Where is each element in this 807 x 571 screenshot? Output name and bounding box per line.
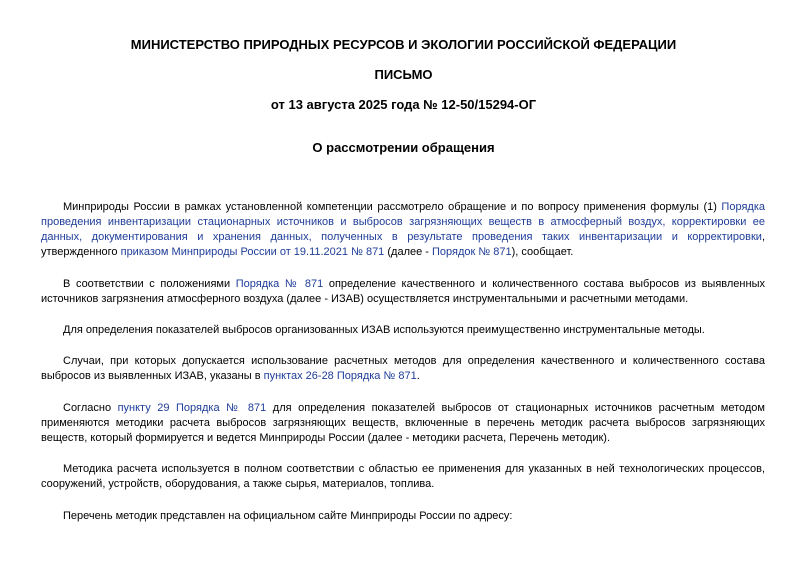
paragraph-text: определение качественного и количественного состава выбросов из выявленных источников загрязнения атмосферного воздуха (далее - ИЗАВ) осуществляется инструментальными и расчетными методами. [41, 278, 765, 305]
paragraph-text: Перечень методик представлен на официальном сайте Минприроды России по адресу: [63, 510, 513, 522]
paragraph-4 [41, 354, 765, 384]
paragraph-text: , утвержденного [41, 231, 765, 258]
paragraph-text: Случаи, при которых допускается использование расчетных методов для определения качественного и количественного состава выбросов из выявленных ИЗАВ, указаны в [41, 355, 765, 382]
paragraph-7 [41, 509, 765, 524]
paragraph-text: (далее - [384, 246, 432, 258]
paragraph-text: Для определения показателей выбросов организованных ИЗАВ используются преимущественно инструментальные методы. [63, 324, 705, 336]
paragraph-6 [41, 462, 765, 492]
link-procedure-871[interactable]: Порядок № 871 [432, 246, 512, 258]
paragraph-2 [41, 277, 765, 307]
document-date-number: от 13 августа 2025 года № 12-50/15294-ОГ [270, 97, 537, 112]
paragraph-text: Минприроды России в рамках установленной компетенции рассмотрело обращение и по вопросу применения формулы (1) [63, 201, 722, 213]
document-type: ПИСЬМО [374, 67, 433, 82]
link-procedure-871[interactable]: Порядка № 871 [235, 278, 324, 290]
link-point-29[interactable]: пункту 29 Порядка № 871 [117, 402, 267, 414]
link-order-871[interactable]: приказом Минприроды России от 19.11.2021 № 871 [120, 246, 385, 258]
paragraph-text: для определения показателей выбросов от стационарных источников расчетным методом применяются методики расчета выбросов загрязняющих веществ, включенные в перечень методик расчета выбросов загрязняющих веществ, который формируется и ведется Минприроды России (далее - методики расчета, Перечень методик). [41, 402, 765, 444]
link-inventory-procedure[interactable]: Порядка проведения инвентаризации стационарных источников и выбросов загрязняющих веществ в атмосферный воздух, корректировки ее данных, документирования и хранения данных, полученных в результате проведения таких инвентаризации и корректировки [41, 201, 765, 243]
paragraph-text: . [416, 370, 420, 382]
link-points-26-28[interactable]: пунктах 26-28 Порядка № 871 [263, 370, 417, 382]
paragraph-1 [41, 200, 765, 260]
paragraph-text: Согласно [63, 402, 118, 414]
ministry-heading: МИНИСТЕРСТВО ПРИРОДНЫХ РЕСУРСОВ И ЭКОЛОГИИ РОССИЙСКОЙ ФЕДЕРАЦИИ [130, 37, 677, 52]
paragraph-text: Методика расчета используется в полном соответствии с областью ее применения для указанных в ней технологических процессов, сооружений, устройств, оборудования, а также сырья, материалов, топлива. [41, 463, 765, 490]
paragraph-3 [41, 323, 765, 338]
paragraph-text: В соответствии с положениями [63, 278, 236, 290]
document-subject: О рассмотрении обращения [312, 140, 495, 155]
paragraph-text: ), сообщает. [511, 246, 574, 258]
paragraph-5 [41, 401, 765, 446]
